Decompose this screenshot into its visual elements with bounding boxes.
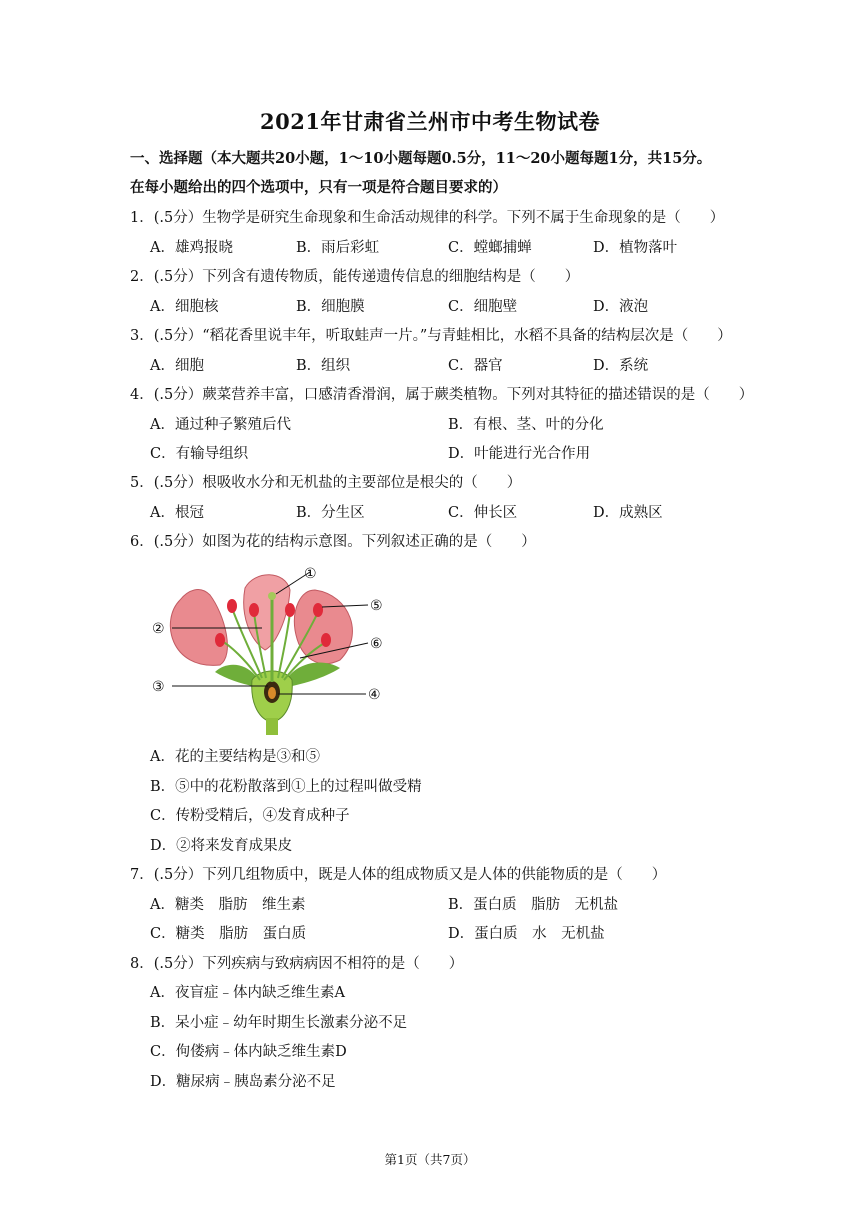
question-1-option-a: A．雄鸡报晓	[150, 240, 233, 256]
label-3: ③	[152, 679, 165, 695]
ovule	[268, 687, 276, 699]
label-4: ④	[368, 687, 381, 703]
question-3-option-d: D．系统	[593, 358, 649, 374]
question-6-option-d: D．②将来发育成果皮	[150, 838, 293, 854]
question-5-option-c: C．伸长区	[448, 505, 518, 521]
flower-structure-figure	[150, 560, 390, 735]
question-2-option-a: A．细胞核	[150, 299, 219, 315]
section-header-line2: 在每小题给出的四个选项中，只有一项是符合题目要求的）	[130, 179, 507, 196]
question-7-option-d: D．蛋白质 水 无机盐	[448, 926, 605, 942]
question-8-option-c: C．佝偻病﹣体内缺乏维生素D	[150, 1044, 347, 1060]
question-2-option-b: B．细胞膜	[296, 299, 365, 315]
question-8-option-a: A．夜盲症﹣体内缺乏维生素A	[150, 985, 345, 1001]
question-1-option-b: B．雨后彩虹	[296, 240, 380, 256]
question-6-option-a: A．花的主要结构是③和⑤	[150, 749, 320, 765]
question-6-option-b: B．⑤中的花粉散落到①上的过程叫做受精	[150, 779, 422, 795]
flower-diagram	[150, 560, 390, 735]
flower-stalk	[266, 718, 278, 735]
question-4-option-b: B．有根、茎、叶的分化	[448, 417, 604, 433]
question-7-option-b: B．蛋白质 脂肪 无机盐	[448, 897, 619, 913]
question-8-option-d: D．糖尿病﹣胰岛素分泌不足	[150, 1074, 336, 1090]
page-footer: 第1页（共7页）	[384, 1152, 476, 1167]
question-8-option-b: B．呆小症﹣幼年时期生长激素分泌不足	[150, 1015, 408, 1031]
question-3-stem: 3．(.5分）“稻花香里说丰年，听取蛙声一片。”与青蛙相比，水稻不具备的结构层次是（ ）	[130, 328, 732, 344]
question-7-stem: 7．(.5分）下列几组物质中，既是人体的组成物质又是人体的供能物质的是（ ）	[130, 867, 667, 883]
question-5-stem: 5．(.5分）根吸收水分和无机盐的主要部位是根尖的（ ）	[130, 475, 522, 491]
left-petal	[170, 590, 227, 666]
question-1-option-d: D．植物落叶	[593, 240, 678, 256]
question-3-option-c: C．器官	[448, 358, 503, 374]
question-4-stem: 4．(.5分）蕨菜营养丰富，口感清香滑润，属于蕨类植物。下列对其特征的描述错误的是（ ）	[130, 387, 754, 403]
question-4-option-c: C．有输导组织	[150, 446, 249, 462]
question-4-option-d: D．叶能进行光合作用	[448, 446, 591, 462]
question-1-option-c: C．螳螂捕蝉	[448, 240, 532, 256]
section-header-line1: 一、选择题（本大题共20小题，1～10小题每题0.5分，11～20小题每题1分，共15分。	[130, 150, 712, 167]
label-2: ②	[152, 621, 165, 637]
label-5: ⑤	[370, 598, 383, 614]
question-2-option-d: D．液泡	[593, 299, 649, 315]
section-header	[130, 144, 750, 202]
question-5-option-b: B．分生区	[296, 505, 365, 521]
label-6: ⑥	[370, 636, 383, 652]
question-3-option-b: B．组织	[296, 358, 351, 374]
stigma	[268, 592, 276, 600]
question-7-option-a: A．糖类 脂肪 维生素	[150, 897, 306, 913]
question-5-option-d: D．成熟区	[593, 505, 663, 521]
question-4-option-a: A．通过种子繁殖后代	[150, 417, 291, 433]
page-title: 2021年甘肃省兰州市中考生物试卷	[260, 109, 600, 134]
question-8-stem: 8．(.5分）下列疾病与致病病因不相符的是（ ）	[130, 956, 464, 972]
question-2-stem: 2．(.5分）下列含有遗传物质，能传递遗传信息的细胞结构是（ ）	[130, 269, 580, 285]
question-1-stem: 1．(.5分）生物学是研究生命现象和生命活动规律的科学。下列不属于生命现象的是（ ）	[130, 210, 725, 226]
question-6-stem: 6．(.5分）如图为花的结构示意图。下列叙述正确的是（ ）	[130, 534, 536, 550]
question-6-option-c: C．传粉受精后，④发育成种子	[150, 808, 350, 824]
question-3-option-a: A．细胞	[150, 358, 204, 374]
question-7-option-c: C．糖类 脂肪 蛋白质	[150, 926, 307, 942]
question-2-option-c: C．细胞壁	[448, 299, 518, 315]
question-5-option-a: A．根冠	[150, 505, 204, 521]
label-1: ①	[304, 566, 317, 582]
